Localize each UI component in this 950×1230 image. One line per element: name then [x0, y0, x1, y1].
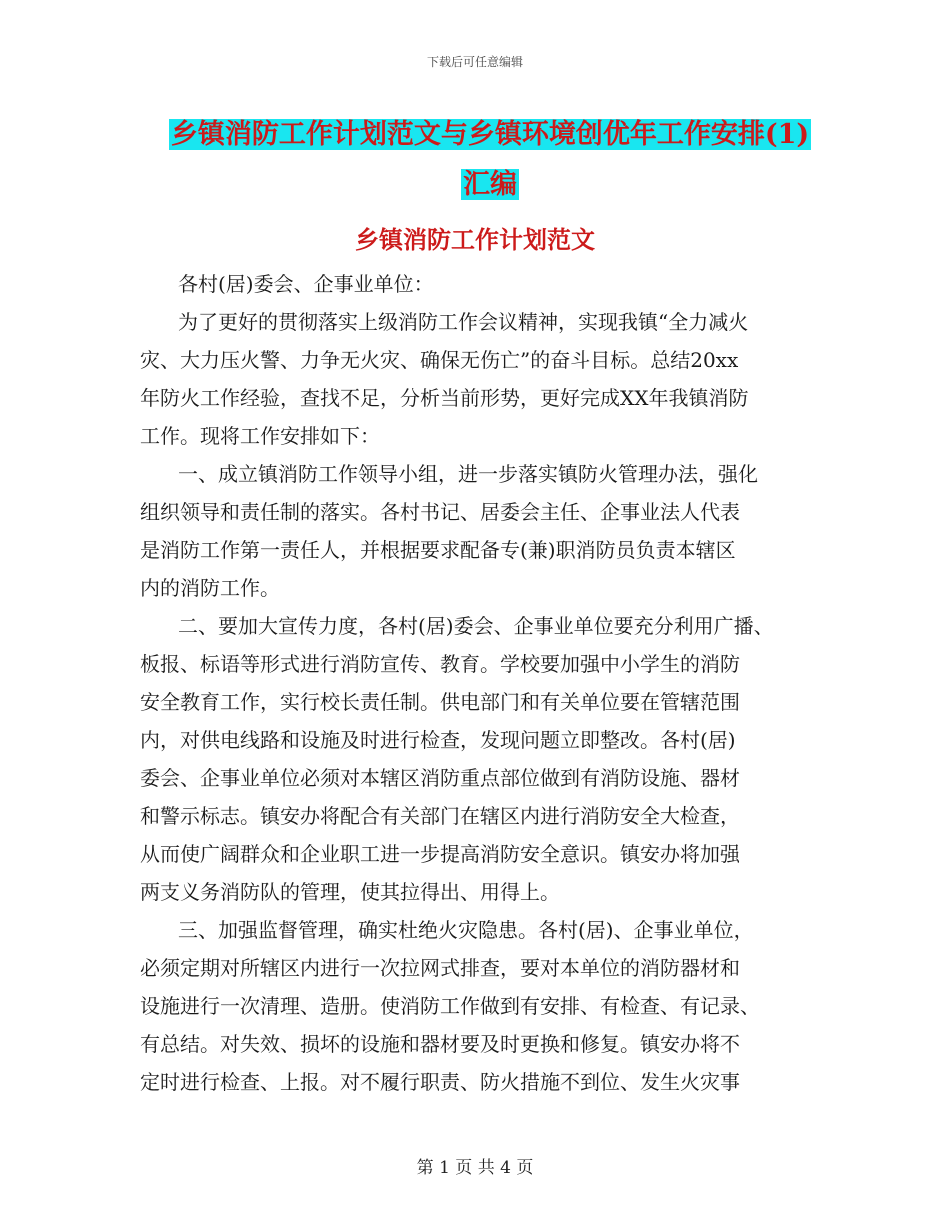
paragraph-line: 一、成立镇消防工作领导小组，进一步落实镇防火管理办法，强化	[178, 462, 758, 486]
paragraph-4	[140, 911, 820, 1101]
paragraph-line: 定时进行检查、上报。对不履行职责、防火措施不到位、发生火灾事	[140, 1070, 740, 1094]
section-title: 乡镇消防工作计划范文	[355, 225, 595, 254]
paragraph-line: 和警示标志。镇安办将配合有关部门在辖区内进行消防安全大检查，	[140, 804, 740, 828]
paragraph-line: 两支义务消防队的管理，使其拉得出、用得上。	[140, 880, 560, 904]
paragraph-line: 二、要加大宣传力度，各村(居)委会、企事业单位要充分利用广播、	[178, 614, 774, 638]
paragraph-line: 设施进行一次清理、造册。使消防工作做到有安排、有检查、有记录、	[140, 994, 760, 1018]
paragraph-line: 委会、企事业单位必须对本辖区消防重点部位做到有消防设施、器材	[140, 766, 740, 790]
document-title	[140, 110, 840, 210]
header-note: 下载后可任意编辑	[426, 55, 523, 69]
paragraph-line: 工作。现将工作安排如下：	[140, 424, 380, 448]
paragraph-2	[140, 455, 820, 607]
paragraph-3	[140, 607, 820, 911]
paragraph-line: 有总结。对失效、损坏的设施和器材要及时更换和修复。镇安办将不	[140, 1032, 740, 1056]
paragraph-line: 灾、大力压火警、力争无火灾、确保无伤亡”的奋斗目标。总结20xx	[140, 348, 739, 372]
paragraph-line: 内，对供电线路和设施及时进行检查，发现问题立即整改。各村(居)	[140, 728, 736, 752]
paragraph-line: 必须定期对所辖区内进行一次拉网式排查，要对本单位的消防器材和	[140, 956, 740, 980]
paragraph-line: 板报、标语等形式进行消防宣传、教育。学校要加强中小学生的消防	[140, 652, 740, 676]
paragraph-line: 从而使广阔群众和企业职工进一步提高消防安全意识。镇安办将加强	[140, 842, 740, 866]
paragraph-line: 内的消防工作。	[140, 576, 280, 600]
paragraph-1	[140, 303, 820, 455]
title-line-1: 乡镇消防工作计划范文与乡镇环境创优年工作安排(1)	[170, 119, 810, 150]
paragraph-line: 三、加强监督管理，确实杜绝火灾隐患。各村(居)、企事业单位，	[178, 918, 754, 942]
page-footer: 第 1 页 共 4 页	[416, 1158, 534, 1178]
body-text	[140, 265, 820, 1101]
paragraph-line: 安全教育工作，实行校长责任制。供电部门和有关单位要在管辖范围	[140, 690, 740, 714]
paragraph-line: 年防火工作经验，查找不足，分析当前形势，更好完成XX年我镇消防	[140, 386, 749, 410]
salutation: 各村(居)委会、企事业单位：	[178, 272, 434, 296]
title-line-2: 汇编	[463, 169, 517, 200]
paragraph-line: 组织领导和责任制的落实。各村书记、居委会主任、企事业法人代表	[140, 500, 740, 524]
paragraph-line: 是消防工作第一责任人，并根据要求配备专(兼)职消防员负责本辖区	[140, 538, 736, 562]
paragraph-line: 为了更好的贯彻落实上级消防工作会议精神，实现我镇“全力减火	[178, 310, 749, 334]
